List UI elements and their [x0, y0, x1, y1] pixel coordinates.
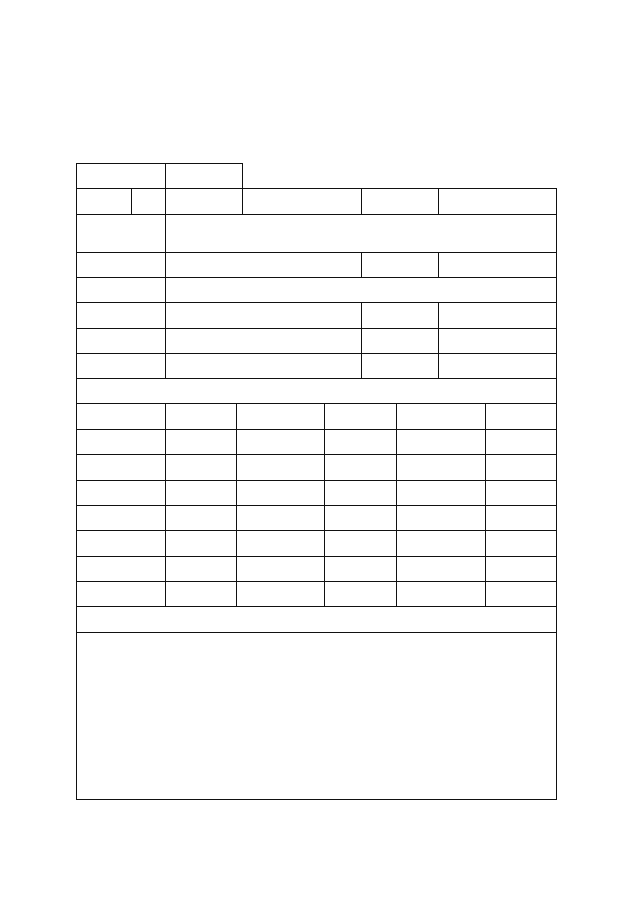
vaccination-column-divider	[396, 403, 397, 607]
label-column-divider	[165, 188, 166, 379]
table-line	[76, 163, 77, 189]
row-border	[76, 214, 557, 215]
table-line	[361, 328, 362, 354]
form-bottom-border	[76, 799, 557, 800]
table-line	[242, 163, 243, 189]
admin-number-top-border	[76, 163, 243, 164]
vaccination-column-divider	[165, 403, 166, 607]
row-border	[76, 378, 557, 379]
row-border	[76, 328, 557, 329]
row-border	[76, 302, 557, 303]
row-border	[76, 277, 557, 278]
vaccination-column-divider	[485, 403, 486, 607]
table-line	[438, 252, 439, 278]
form-right-border	[556, 188, 557, 800]
document-title	[220, 128, 420, 144]
row-border	[76, 252, 557, 253]
table-line	[361, 353, 362, 379]
vaccination-column-divider	[236, 403, 237, 607]
table-line	[165, 163, 166, 189]
table-line	[438, 353, 439, 379]
table-line	[361, 188, 362, 215]
table-line	[438, 302, 439, 329]
table-line	[438, 188, 439, 215]
table-line	[242, 188, 243, 215]
table-line	[131, 188, 132, 215]
form-left-border	[76, 188, 77, 800]
row-border	[76, 632, 557, 633]
row-border	[76, 353, 557, 354]
table-line	[361, 252, 362, 278]
vaccination-column-divider	[324, 403, 325, 607]
table-line	[361, 302, 362, 329]
table-line	[438, 328, 439, 354]
row-border	[76, 188, 557, 189]
